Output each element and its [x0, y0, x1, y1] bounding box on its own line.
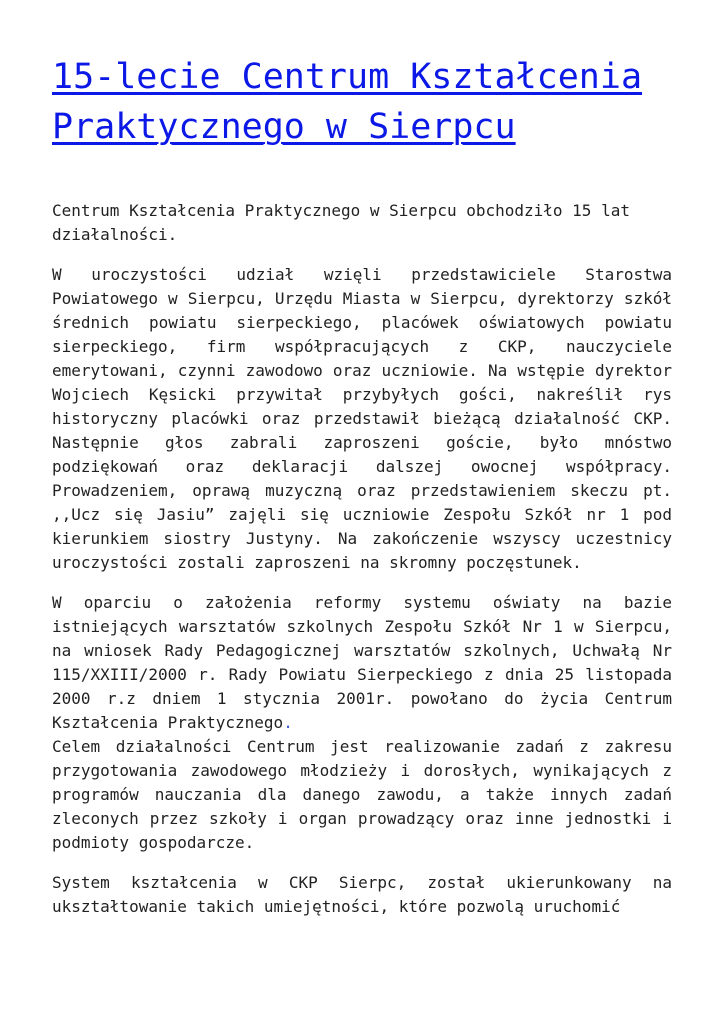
- paragraph-history: [52, 591, 672, 735]
- article-title-link[interactable]: 15-lecie Centrum Kształcenia Praktycznego w Sierpcu: [52, 57, 643, 147]
- paragraph-history-period: .: [283, 713, 293, 732]
- paragraph-intro: Centrum Kształcenia Praktycznego w Sierpcu obchodziło 15 lat działalności.: [52, 201, 630, 244]
- paragraph-system: System kształcenia w CKP Sierpc, został ukierunkowany na ukształtowanie takich umiejętności, które pozwolą uruchomić: [52, 873, 672, 916]
- paragraph-history-text: W oparciu o założenia reformy systemu oświaty na bazie istniejących warsztatów szkolnych Zespołu Szkół Nr 1 w Sierpcu, na wniosek Rady Pedagogicznej warsztatów szkolnych, Uchwałą Nr 115/XXIII/2000 r. Rady Powiatu Sierpeckiego z dnia 25 listopada 2000 r.z dniem 1 stycznia 2001r. powołano do życia Centrum Kształcenia Praktycznego: [52, 593, 672, 732]
- article: [52, 52, 672, 935]
- paragraph-ceremony: W uroczystości udział wzięli przedstawiciele Starostwa Powiatowego w Sierpcu, Urzędu Miasta w Sierpcu, dyrektorzy szkół średnich powiatu sierpeckiego, placówek oświatowych powiatu sierpeckiego, firm współpracujących z CKP, nauczyciele emerytowani, czynni zawodowo oraz uczniowie. Na wstępie dyrektor Wojciech Kęsicki przywitał przybyłych gości, nakreślił rys historyczny placówki oraz przedstawił bieżącą działalność CKP. Następnie głos zabrali zaproszeni goście, było mnóstwo podziękowań oraz deklaracji dalszej owocnej współpracy. Prowadzeniem, oprawą muzyczną oraz przedstawieniem skeczu pt. ,,Ucz się Jasiu” zajęli się uczniowie Zespołu Szkół nr 1 pod kierunkiem siostry Justyny. Na zakończenie wszyscy uczestnicy uroczystości zostali zaproszeni na skromny poczęstunek.: [52, 265, 672, 572]
- article-title: [52, 52, 672, 152]
- paragraph-goals: Celem działalności Centrum jest realizowanie zadań z zakresu przygotowania zawodowego młodzieży i dorosłych, wynikających z programów nauczania dla danego zawodu, a także innych zadań zleconych przez szkoły i organ prowadzący oraz inne jednostki i podmioty gospodarcze.: [52, 737, 672, 852]
- article-body: [52, 199, 672, 919]
